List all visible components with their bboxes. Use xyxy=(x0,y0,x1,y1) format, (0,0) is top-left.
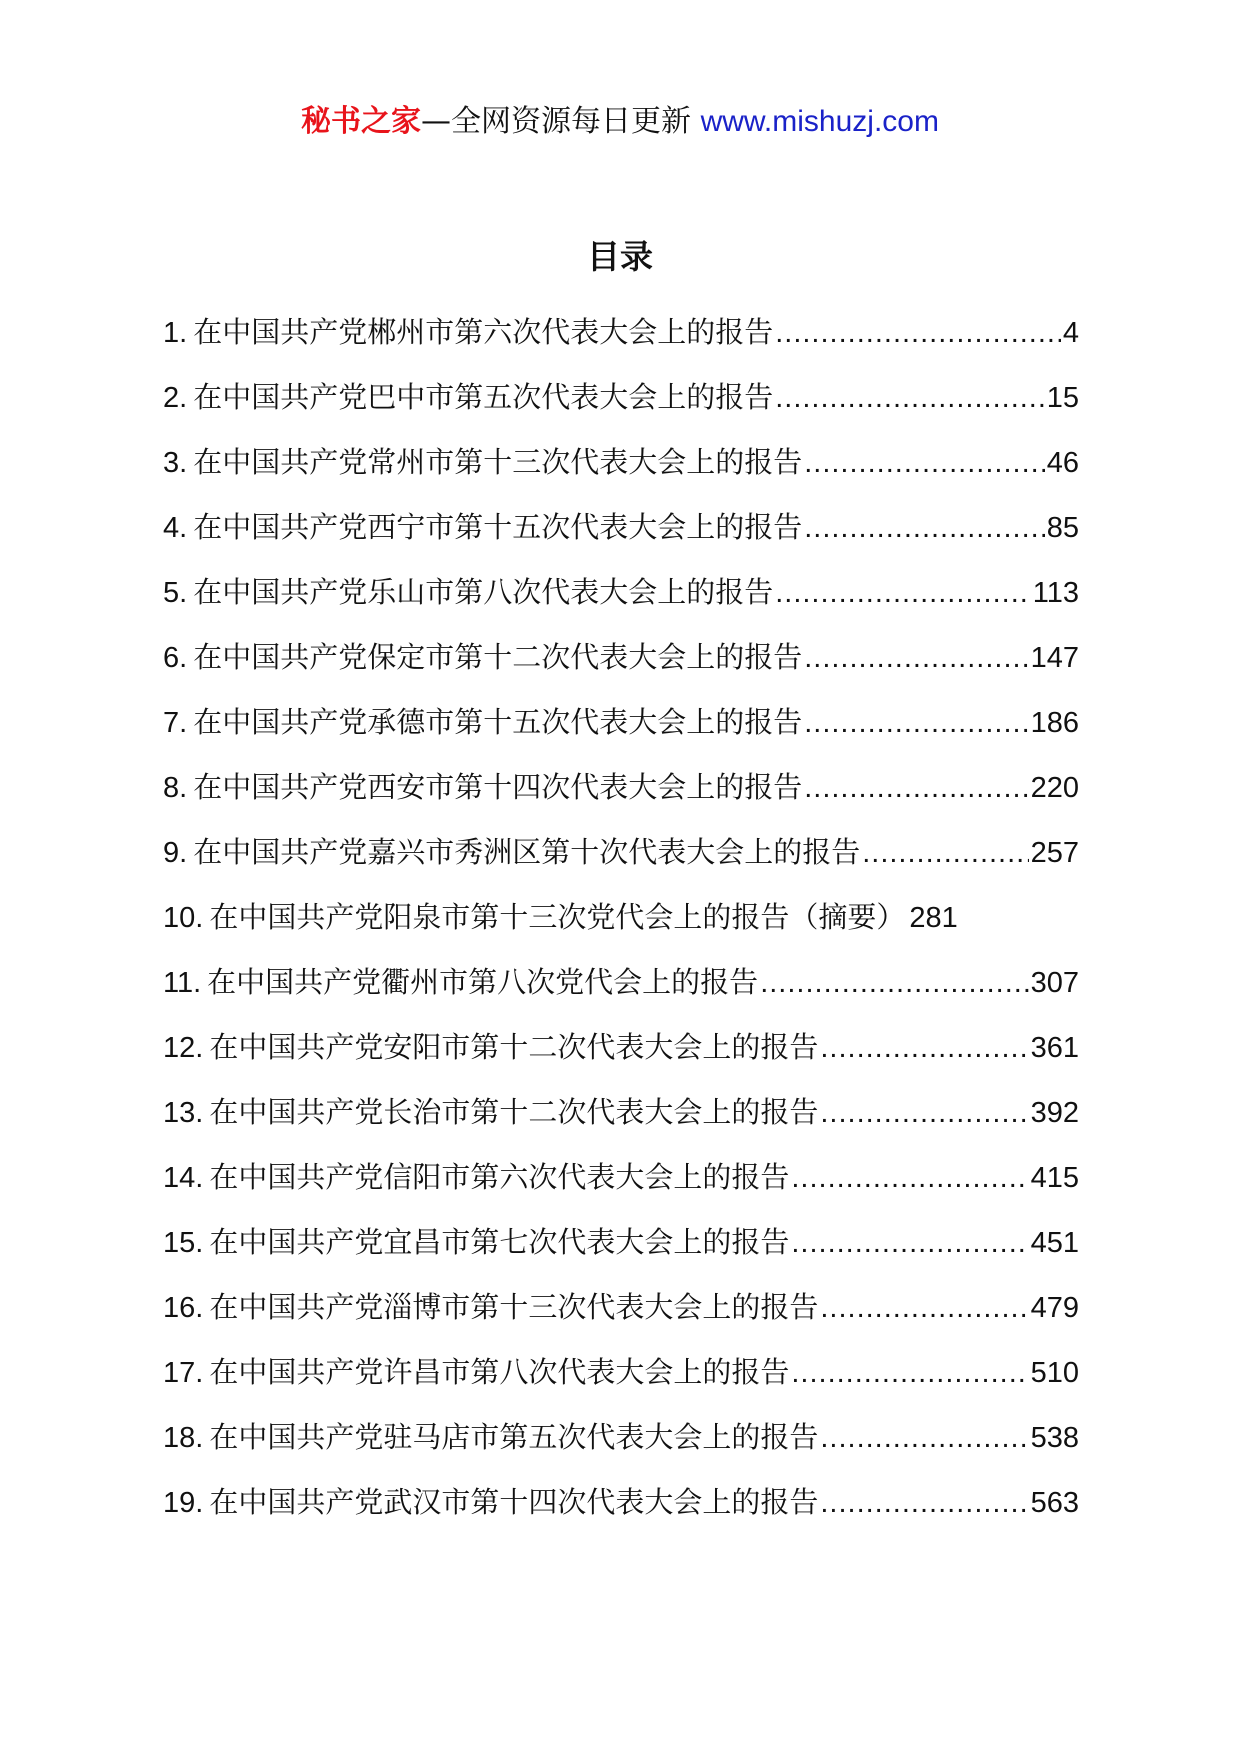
toc-dot-leader xyxy=(804,626,1028,691)
toc-entry[interactable] xyxy=(163,950,1079,1015)
toc-dot-leader xyxy=(804,756,1028,821)
toc-entry-title[interactable]: 在中国共产党乐山市第八次代表大会上的报告 xyxy=(193,575,774,609)
toc-entry-title[interactable]: 在中国共产党武汉市第十四次代表大会上的报告 xyxy=(209,1485,819,1519)
toc-entry-title[interactable]: 在中国共产党承德市第十五次代表大会上的报告 xyxy=(193,705,803,739)
toc-entry-page-number: 479 xyxy=(1030,1292,1079,1324)
toc-dot-leader xyxy=(775,366,1045,431)
toc-entry[interactable] xyxy=(163,495,1079,560)
page-header xyxy=(0,100,1240,144)
toc-entry[interactable] xyxy=(163,430,1079,495)
toc-entry-page-number: 361 xyxy=(1030,1032,1079,1064)
toc-entry-page-number: 563 xyxy=(1030,1487,1079,1519)
toc-dot-leader xyxy=(775,301,1061,366)
toc-entry-page-number: 392 xyxy=(1030,1097,1079,1129)
toc-entry-title[interactable]: 在中国共产党常州市第十三次代表大会上的报告 xyxy=(193,445,803,479)
toc-entry-number: 16. xyxy=(163,1292,204,1324)
toc-entry[interactable] xyxy=(163,1080,1079,1145)
toc-entry-title[interactable]: 在中国共产党许昌市第八次代表大会上的报告 xyxy=(209,1355,790,1389)
toc-entry-number: 3. xyxy=(163,447,188,479)
toc-entry[interactable] xyxy=(163,1210,1079,1275)
toc-entry-page-number: 85 xyxy=(1046,512,1079,544)
toc-dot-leader xyxy=(820,1471,1028,1536)
toc-entry[interactable] xyxy=(163,1340,1079,1405)
toc-heading: 目录 xyxy=(587,237,653,276)
toc-entry-title[interactable]: 在中国共产党衢州市第八次党代会上的报告 xyxy=(207,965,759,999)
toc-dot-leader xyxy=(820,1406,1028,1471)
toc-entry-title[interactable]: 在中国共产党驻马店市第五次代表大会上的报告 xyxy=(209,1420,819,1454)
toc-entry-page-number: 4 xyxy=(1062,317,1079,349)
toc-entry[interactable] xyxy=(163,690,1079,755)
toc-entry[interactable] xyxy=(163,365,1079,430)
toc-entry-page-number: 113 xyxy=(1032,577,1079,609)
toc-entry-number: 9. xyxy=(163,837,188,869)
site-tagline: —全网资源每日更新 xyxy=(421,104,701,139)
toc-entry-title[interactable]: 在中国共产党保定市第十二次代表大会上的报告 xyxy=(193,640,803,674)
site-brand: 秘书之家 xyxy=(301,104,422,139)
toc-entry-number: 1. xyxy=(163,317,188,349)
toc-entry-title[interactable]: 在中国共产党淄博市第十三次代表大会上的报告 xyxy=(209,1290,819,1324)
toc-entry-page-number: 257 xyxy=(1030,837,1079,869)
toc-dot-leader xyxy=(862,821,1028,886)
toc-entry-page-number: 281 xyxy=(909,902,958,934)
toc-entry-number: 11. xyxy=(163,967,202,999)
toc-entry-number: 6. xyxy=(163,642,188,674)
toc-entry-number: 14. xyxy=(163,1162,204,1194)
toc-dot-leader xyxy=(791,1211,1028,1276)
toc-entry[interactable] xyxy=(163,300,1079,365)
toc-entry-number: 19. xyxy=(163,1487,204,1519)
toc-entry-title[interactable]: 在中国共产党宜昌市第七次代表大会上的报告 xyxy=(209,1225,790,1259)
toc-entry-title[interactable]: 在中国共产党长治市第十二次代表大会上的报告 xyxy=(209,1095,819,1129)
toc-entry-number: 8. xyxy=(163,772,188,804)
toc-entry[interactable] xyxy=(163,1145,1079,1210)
toc-entry[interactable] xyxy=(163,1015,1079,1080)
toc-entry-page-number: 451 xyxy=(1030,1227,1079,1259)
toc-entry-number: 10. xyxy=(163,902,204,934)
toc-dot-leader xyxy=(791,1341,1028,1406)
toc-entry-number: 4. xyxy=(163,512,188,544)
site-url-link[interactable]: www.mishuzj.com xyxy=(700,105,939,138)
toc-dot-leader xyxy=(820,1016,1028,1081)
toc-entry-page-number: 46 xyxy=(1046,447,1079,479)
toc-dot-leader xyxy=(820,1081,1028,1146)
toc-dot-leader xyxy=(804,691,1028,756)
toc-dot-leader xyxy=(804,496,1045,561)
toc-entry-title[interactable]: 在中国共产党巴中市第五次代表大会上的报告 xyxy=(193,380,774,414)
toc-entry-title[interactable]: 在中国共产党郴州市第六次代表大会上的报告 xyxy=(193,315,774,349)
toc-entry[interactable] xyxy=(163,885,1079,950)
table-of-contents xyxy=(163,300,1079,1535)
toc-entry-number: 12. xyxy=(163,1032,204,1064)
toc-entry[interactable] xyxy=(163,1405,1079,1470)
toc-entry-number: 15. xyxy=(163,1227,204,1259)
toc-dot-leader xyxy=(775,561,1031,626)
toc-entry-title[interactable]: 在中国共产党阳泉市第十三次党代会上的报告（摘要） xyxy=(209,900,906,934)
toc-entry-number: 2. xyxy=(163,382,188,414)
toc-entry[interactable] xyxy=(163,625,1079,690)
toc-entry-page-number: 15 xyxy=(1046,382,1079,414)
toc-entry[interactable] xyxy=(163,560,1079,625)
toc-entry-number: 17. xyxy=(163,1357,204,1389)
toc-entry[interactable] xyxy=(163,755,1079,820)
toc-entry-title[interactable]: 在中国共产党西安市第十四次代表大会上的报告 xyxy=(193,770,803,804)
toc-entry-page-number: 538 xyxy=(1030,1422,1079,1454)
toc-entry-page-number: 307 xyxy=(1030,967,1079,999)
toc-dot-leader xyxy=(791,1146,1028,1211)
toc-entry-page-number: 415 xyxy=(1030,1162,1079,1194)
toc-entry-page-number: 186 xyxy=(1030,707,1079,739)
toc-entry-number: 7. xyxy=(163,707,188,739)
toc-entry[interactable] xyxy=(163,1470,1079,1535)
toc-entry-title[interactable]: 在中国共产党嘉兴市秀洲区第十次代表大会上的报告 xyxy=(193,835,861,869)
toc-entry-page-number: 147 xyxy=(1030,642,1079,674)
toc-dot-leader xyxy=(820,1276,1028,1341)
toc-entry-title[interactable]: 在中国共产党安阳市第十二次代表大会上的报告 xyxy=(209,1030,819,1064)
toc-dot-leader xyxy=(804,431,1045,496)
toc-entry[interactable] xyxy=(163,820,1079,885)
toc-dot-leader xyxy=(760,951,1028,1016)
toc-entry-page-number: 510 xyxy=(1030,1357,1079,1389)
toc-entry[interactable] xyxy=(163,1275,1079,1340)
toc-entry-page-number: 220 xyxy=(1030,772,1079,804)
toc-entry-number: 13. xyxy=(163,1097,204,1129)
toc-entry-title[interactable]: 在中国共产党信阳市第六次代表大会上的报告 xyxy=(209,1160,790,1194)
toc-entry-number: 18. xyxy=(163,1422,204,1454)
toc-entry-title[interactable]: 在中国共产党西宁市第十五次代表大会上的报告 xyxy=(193,510,803,544)
toc-entry-number: 5. xyxy=(163,577,188,609)
